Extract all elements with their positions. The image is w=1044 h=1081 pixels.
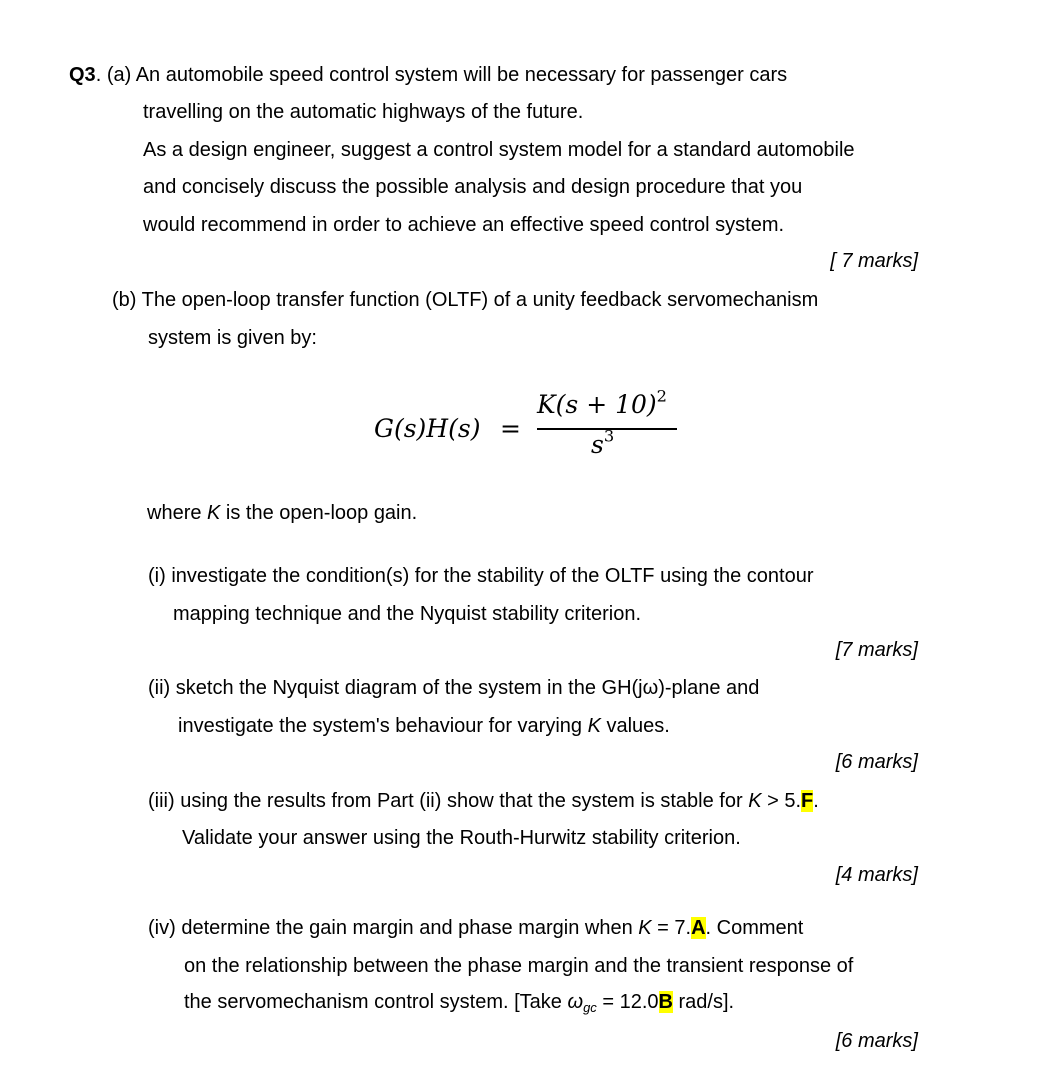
highlight-f: F xyxy=(801,790,814,812)
part-b-iv-line-1: (iv) determine the gain margin and phase margin when K = 7.A. Comment xyxy=(148,917,804,939)
question-header-line: Q3. (a) An automobile speed control system will be necessary for passenger cars xyxy=(69,64,788,86)
highlight-b: B xyxy=(658,991,673,1013)
part-b-label: (b) xyxy=(112,289,137,311)
part-b-i-marks: [7 marks] xyxy=(835,639,918,661)
part-b-intro-line-1 xyxy=(112,288,818,312)
omega-symbol: ω xyxy=(567,991,584,1013)
part-b-i-line-2: mapping technique and the Nyquist stability criterion. xyxy=(173,603,642,625)
part-b-iii-line-1: (iii) using the results from Part (ii) show that the system is stable for K > 5.F. xyxy=(148,790,819,812)
formula-equals: = xyxy=(500,414,521,443)
highlight-a: A xyxy=(691,917,706,939)
part-b-intro-line-2: system is given by: xyxy=(148,327,317,349)
part-a-text-line-4: and concisely discuss the possible analysis and design procedure that you xyxy=(143,176,803,198)
part-b-iii-marks: [4 marks] xyxy=(835,864,918,886)
part-b-iii-line-2: Validate your answer using the Routh-Hurwitz stability criterion. xyxy=(182,827,741,849)
part-b-intro-text: The open-loop transfer function (OLTF) of a unity feedback servomechanism xyxy=(141,289,819,311)
formula-lhs: G(s)H(s) xyxy=(374,414,481,443)
part-a-marks: [ 7 marks] xyxy=(830,250,918,272)
where-line: where K is the open-loop gain. xyxy=(147,502,418,524)
part-a-label: (a) xyxy=(106,64,132,86)
part-b-iv-line-3: the servomechanism control system. [Take $\omega_{gc} = 12.0B$ rad/s]. xyxy=(184,991,735,1015)
part-a-text-line-2: travelling on the automatic highways of the future. xyxy=(143,101,584,123)
part-b-ii-line-2: investigate the system's behaviour for varying K values. xyxy=(178,715,670,737)
part-b-iv-marks: [6 marks] xyxy=(835,1030,918,1052)
part-b-ii-line-1: (ii) sketch the Nyquist diagram of the system in the GH(jω)-plane and xyxy=(148,677,760,699)
part-b-ii-marks: [6 marks] xyxy=(835,751,918,773)
formula-denominator: $s^3$ xyxy=(591,426,615,459)
part-a-text-line-3: As a design engineer, suggest a control system model for a standard automobile xyxy=(143,139,855,161)
part-a-text-line-1: An automobile speed control system will be necessary for passenger cars xyxy=(135,64,788,86)
question-number: Q3 xyxy=(69,64,96,86)
formula-numerator: $K(s + 10)^2$ xyxy=(537,386,668,419)
part-b-i-line-1: (i) investigate the condition(s) for the stability of the OLTF using the contour xyxy=(148,565,814,587)
part-b-iv-line-2: on the relationship between the phase margin and the transient response of xyxy=(184,955,854,977)
part-a-text-line-5: would recommend in order to achieve an effective speed control system. xyxy=(143,214,785,236)
